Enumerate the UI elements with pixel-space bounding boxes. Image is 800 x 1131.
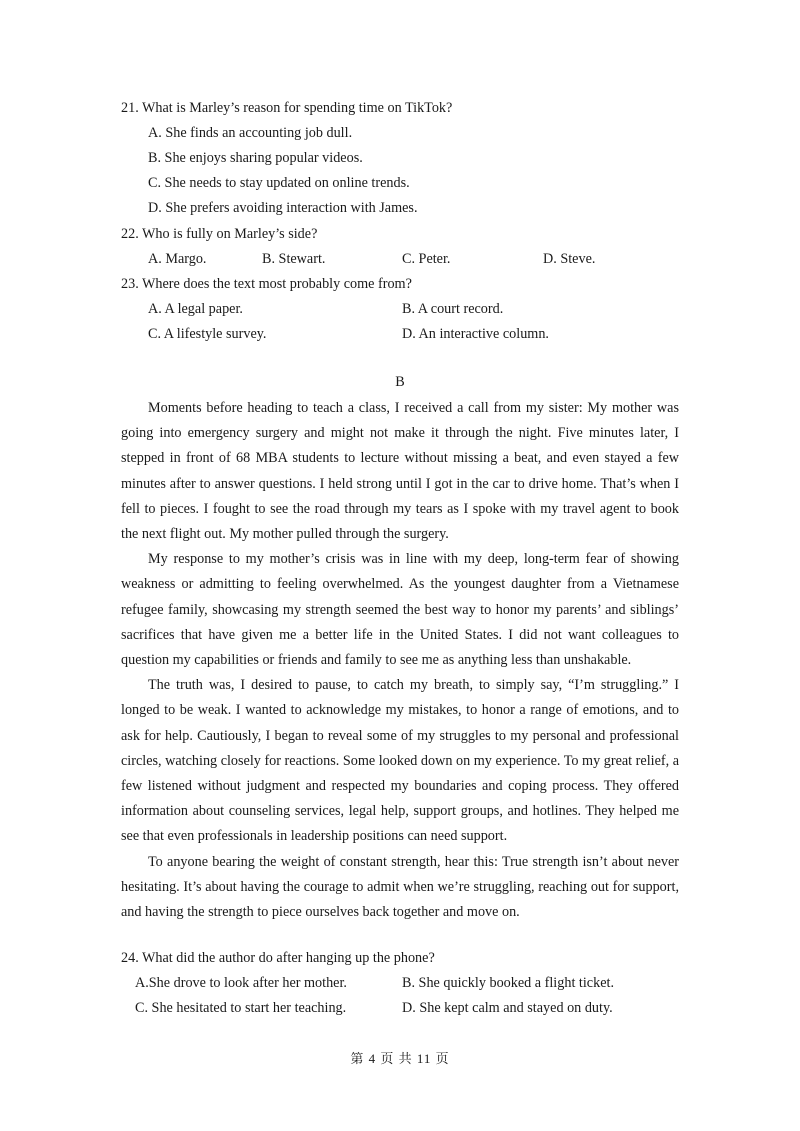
passage-paragraph: To anyone bearing the weight of constant strength, hear this: True strength isn’t about never hesitating. It’s about having the courage to admit when we’re struggling, reaching out for support, and having the strength to piece ourselves back together and move on. [121, 853, 679, 921]
question-24-option-b: B. She quickly booked a flight ticket. [402, 975, 614, 991]
question-22-option-b: B. Stewart. [262, 251, 326, 267]
question-24-stem: 24. What did the author do after hanging up the phone? [121, 950, 435, 966]
question-23-option-d: D. An interactive column. [402, 326, 549, 342]
question-21-option-b: B. She enjoys sharing popular videos. [148, 150, 363, 166]
question-22-option-d: D. Steve. [543, 251, 596, 267]
page-number-footer: 第 4 页 共 11 页 [350, 1051, 450, 1066]
reading-passage [121, 396, 679, 925]
question-21-option-a: A. She finds an accounting job dull. [148, 125, 353, 141]
question-24-option-c: C. She hesitated to start her teaching. [135, 1000, 347, 1016]
section-label: B [395, 374, 405, 390]
question-22-stem: 22. Who is fully on Marley’s side? [121, 226, 318, 242]
question-23-option-c: C. A lifestyle survey. [148, 326, 267, 342]
question-22-option-c: C. Peter. [402, 251, 451, 267]
passage-paragraph: The truth was, I desired to pause, to catch my breath, to simply say, “I’m struggling.” I longed to be weak. I wanted to acknowledge my mistakes, to honor a range of emotions, and to ask for help. Cautiously, I began to reveal some of my struggles to my personal and professional circles, watching closely for reactions. Some looked down on my experience. To my great relief, a few listened without judgment and respected my boundaries and coping process. They offered information about counseling services, legal help, support groups, and hotlines. They helped me see that even professionals in leadership positions can need support. [121, 677, 679, 845]
question-21-option-c: C. She needs to stay updated on online trends. [148, 175, 410, 191]
passage-paragraph: My response to my mother’s crisis was in line with my deep, long-term fear of showing weakness or admitting to feeling overwhelmed. As the youngest daughter from a Vietnamese refugee family, showcasing my strength seemed the best way to honor my parents’ and siblings’ sacrifices that have given me a better life in the United States. I did not want colleagues to question my capabilities or friends and family to see me as anything less than unshakable. [121, 551, 679, 669]
question-22-option-a: A. Margo. [148, 251, 207, 267]
question-24-option-d: D. She kept calm and stayed on duty. [402, 1000, 613, 1016]
question-24-option-a: A.She drove to look after her mother. [135, 975, 347, 991]
question-23-stem: 23. Where does the text most probably come from? [121, 276, 412, 292]
question-21-option-d: D. She prefers avoiding interaction with James. [148, 200, 418, 216]
question-23-option-b: B. A court record. [402, 301, 504, 317]
passage-paragraph: Moments before heading to teach a class, I received a call from my sister: My mother was going into emergency surgery and might not make it through the night. Five minutes later, I stepped in front of 68 MBA students to lecture without missing a beat, and even stayed a few minutes after to answer questions. I held strong until I got in the car to drive home. That’s when I fell to pieces. I fought to see the road through my tears as I spoke with my travel agent to book the next flight out. My mother pulled through the surgery. [121, 400, 679, 543]
question-23-option-a: A. A legal paper. [148, 301, 243, 317]
question-21-stem: 21. What is Marley’s reason for spending time on TikTok? [121, 100, 453, 116]
